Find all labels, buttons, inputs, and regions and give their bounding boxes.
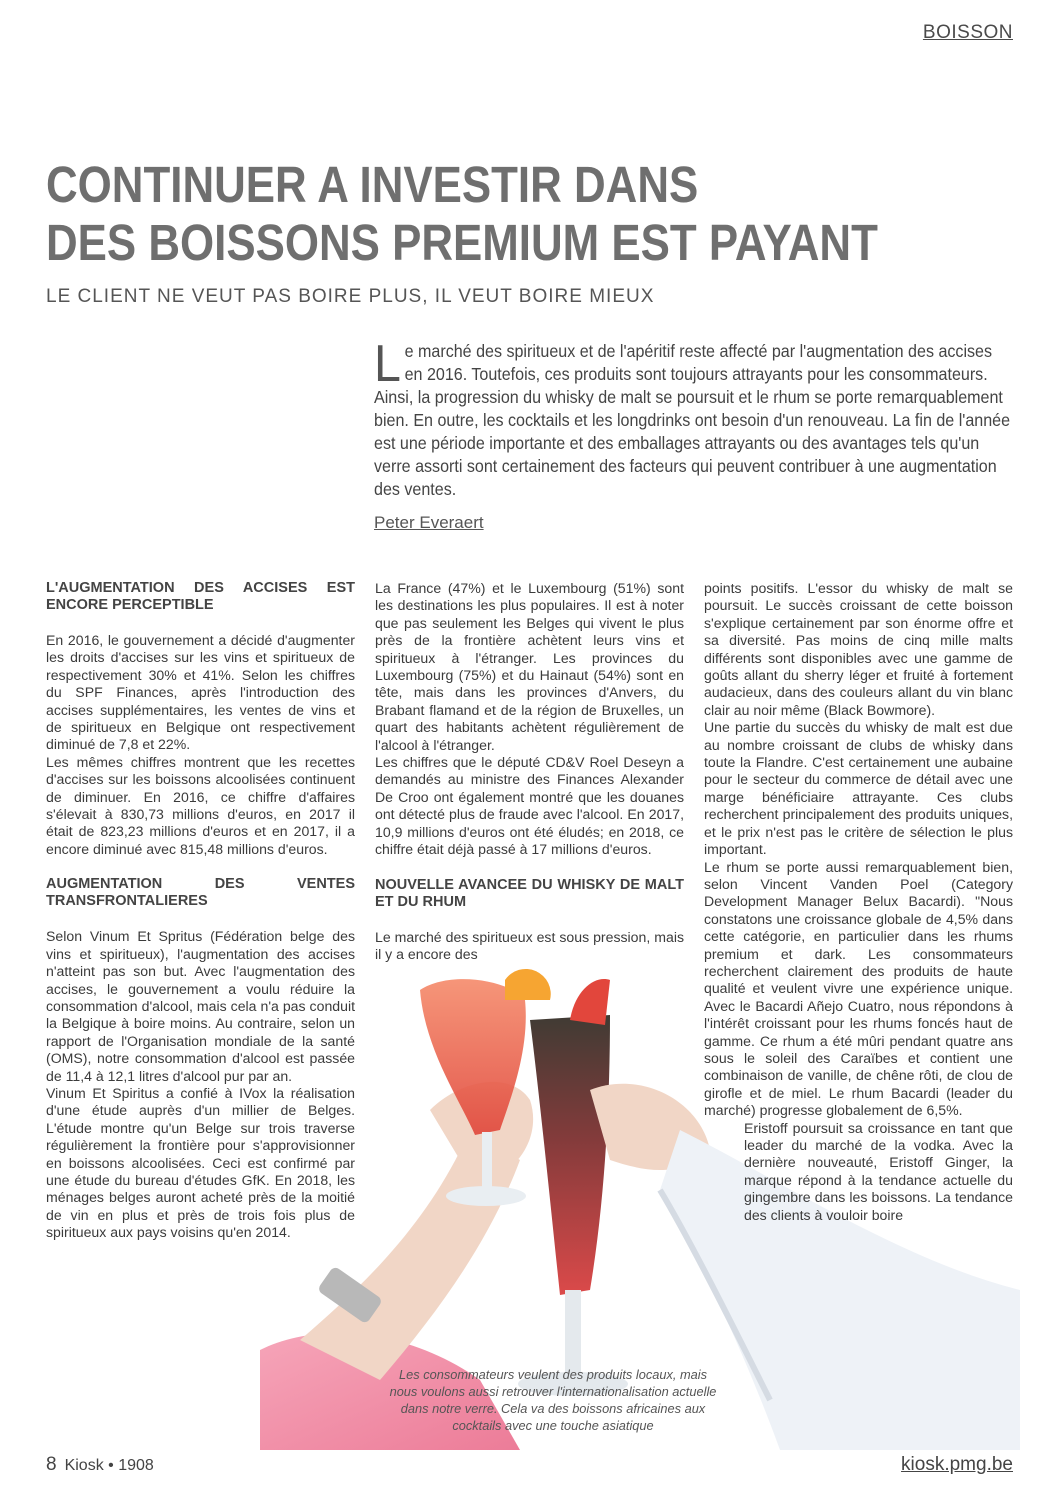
intro-text: e marché des spiritueux et de l'apéritif reste affecté par l'augmentation des accises en 2016. Toutefois, ces produits sont toujours attrayants pour les consommateurs. Ainsi, la progression du whisky de malt se poursuit et le rhum se porte remarquablement bien. En outre, les cocktails et les longdrinks ont besoin d'un renouveau. La fin de l'année est une période importante et des emballages attrayants ou des avantages tels qu'un verre assorti sont certainement des facteurs qui peuvent contribuer à une augmentation des ventes. xyxy=(374,341,1011,499)
section-tag: BOISSON xyxy=(922,22,1013,43)
paragraph: Les chiffres que le député CD&V Roel Deseyn a demandés au ministre des Finances Alexander De Croo ont également montré que les douanes ont détecté plus de fraude avec l'alcool. En 2017, 10,9 millions d'euros ont été éludés; en 2018, ce chiffre était déjà passé à 17 millions d'euros. xyxy=(375,754,684,858)
drop-cap: L xyxy=(374,335,401,393)
paragraph: Le marché des spiritueux est sous pression, mais il y a encore des xyxy=(375,928,684,962)
heading-transfrontalieres: AUGMENTATION DES VENTES TRANSFRONTALIERES xyxy=(46,876,355,910)
paragraph: La France (47%) et le Luxembourg (51%) sont les destinations les plus populaires. Il est à noter que pas seulement les Belges qui vivent le plus près de la frontière achètent leurs vins et spiritueux à l'étranger. Les provinces du Luxembourg (75%) et du Hainaut (54%) sont en tête, mais dans les provinces d'Anvers, du Brabant flamand et de la région de Bruxelles, un quart des habitants achètent régulièrement de l'alcool à l'étranger. xyxy=(375,580,684,753)
paragraph: Eristoff poursuit sa croissance en tant que leader du marché de la vodka. Avec la dernière nouveauté, Eristoff Ginger, la marque répond à la tendance actuelle du gingembre dans les boissons. La tendance des clients à vouloir boire xyxy=(744,1119,1013,1223)
title-line-1: CONTINUER A INVESTIR DANS xyxy=(46,156,699,213)
paragraph: points positifs. L'essor du whisky de malt se poursuit. Le succès croissant de cette boisson s'explique certainement par son énorme offre et sa diversité. Pas moins de cinq mille malts différents sont disponibles avec une gamme de goûts allant du sherry léger et fruité à fortement audacieux, dans des couleurs allant du vin blanc clair au noir même (Black Bowmore). xyxy=(704,580,1013,718)
column-1 xyxy=(46,580,355,1242)
author-link[interactable]: Peter Everaert xyxy=(374,513,484,532)
paragraph: En 2016, le gouvernement a décidé d'augmenter les droits d'accises sur les vins et spiritueux de respectivement 30% et 41%. Selon les chiffres du SPF Finances, après l'introduction des accises supplémentaires, les ventes de vins et de spiritueux en Belgique ont respectivement diminué de 7,8 et 22%. xyxy=(46,632,355,753)
heading-accises: L'AUGMENTATION DES ACCISES EST ENCORE PERCEPTIBLE xyxy=(46,580,355,613)
footer-page-info xyxy=(46,1454,154,1476)
paragraph: Une partie du succès du whisky de malt est due au nombre croissant de clubs de whisky dans toute la Flandre. C'est certainement une aubaine pour le secteur du commerce de détail avec une marge bénéficiaire attrayante. Ces clubs recherchent principalement des produits uniques, et le prix n'est pas le critère de sélection le plus important. xyxy=(704,719,1013,858)
paragraph: Les mêmes chiffres montrent que les recettes d'accises sur les boissons alcoolisées continuent de diminuer. En 2016, ce chiffre d'affaires s'élevait à 830,73 millions d'euros, en 2017 il était de 823,23 millions d'euros et en 2017, il a encore diminué avec 815,48 millions d'euros. xyxy=(46,753,355,857)
article-subtitle: LE CLIENT NE VEUT PAS BOIRE PLUS, IL VEUT BOIRE MIEUX xyxy=(46,286,655,307)
paragraph: Vinum Et Spiritus a confié à IVox la réalisation d'une étude auprès d'un millier de Belges. L'étude montre qu'un Belge sur trois traverse régulièrement la frontière pour s'approvisionner en boissons alcoolisées. Ceci est confirmé par une étude du bureau d'études GfK. En 2018, les ménages belges auront acheté près de la moitié de vin en plus et près de trois fois plus de spiritueux aux pays voisins qu'en 2014. xyxy=(46,1084,355,1241)
title-line-2: DES BOISSONS PREMIUM EST PAYANT xyxy=(46,214,878,271)
page-number: 8 xyxy=(46,1454,57,1475)
column-3 xyxy=(704,580,1013,1224)
photo-caption: Les consommateurs veulent des produits locaux, mais nous voulons aussi retrouver l'internationalisation actuelle dans notre verre. Cela va des boissons africaines aux cocktails avec une touche asiatique xyxy=(389,1367,717,1433)
article-title xyxy=(46,156,878,272)
paragraph: Le rhum se porte aussi remarquablement bien, selon Vincent Vanden Poel (Category Development Manager Belux Bacardi). "Nous constatons une croissance globale de 4,5% dans cette catégorie, en particulier dans les rhums premium et dark. Les consommateurs recherchent clairement des produits de haute qualité et veulent vivre une expérience unique. Avec le Bacardi Añejo Cuatro, nous répondons à l'intérêt croissant pour les rhums foncés haut de gamme. Ce rhum a été mûri pendant quatre ans sous le soleil des Caraïbes et contient une combinaison de vanille, de chêne rôti, de clou de girofle et de miel. Le rhum Bacardi (leader du marché) progresse globalement de 6,5%. xyxy=(704,858,1013,1119)
paragraph: Selon Vinum Et Spritus (Fédération belge des vins et spiritueux), l'augmentation des accises n'atteint pas son but. Avec l'augmentation des accises, le gouvernement a voulu réduire la consommation d'alcool, mais cela n'a pas conduit la Belgique à boire moins. Au contraire, selon un rapport de l'Organisation mondiale de la santé (OMS), notre consommation d'alcool est passée de 11,4 à 12,1 litres d'alcool pur par an. xyxy=(46,928,355,1084)
column-2 xyxy=(375,580,684,963)
footer-website-link[interactable]: kiosk.pmg.be xyxy=(901,1454,1013,1475)
intro-paragraph xyxy=(374,335,1014,501)
heading-whisky-rhum: NOUVELLE AVANCEE DU WHISKY DE MALT ET DU RHUM xyxy=(375,876,684,910)
issue-label: Kiosk • 1908 xyxy=(64,1457,154,1474)
